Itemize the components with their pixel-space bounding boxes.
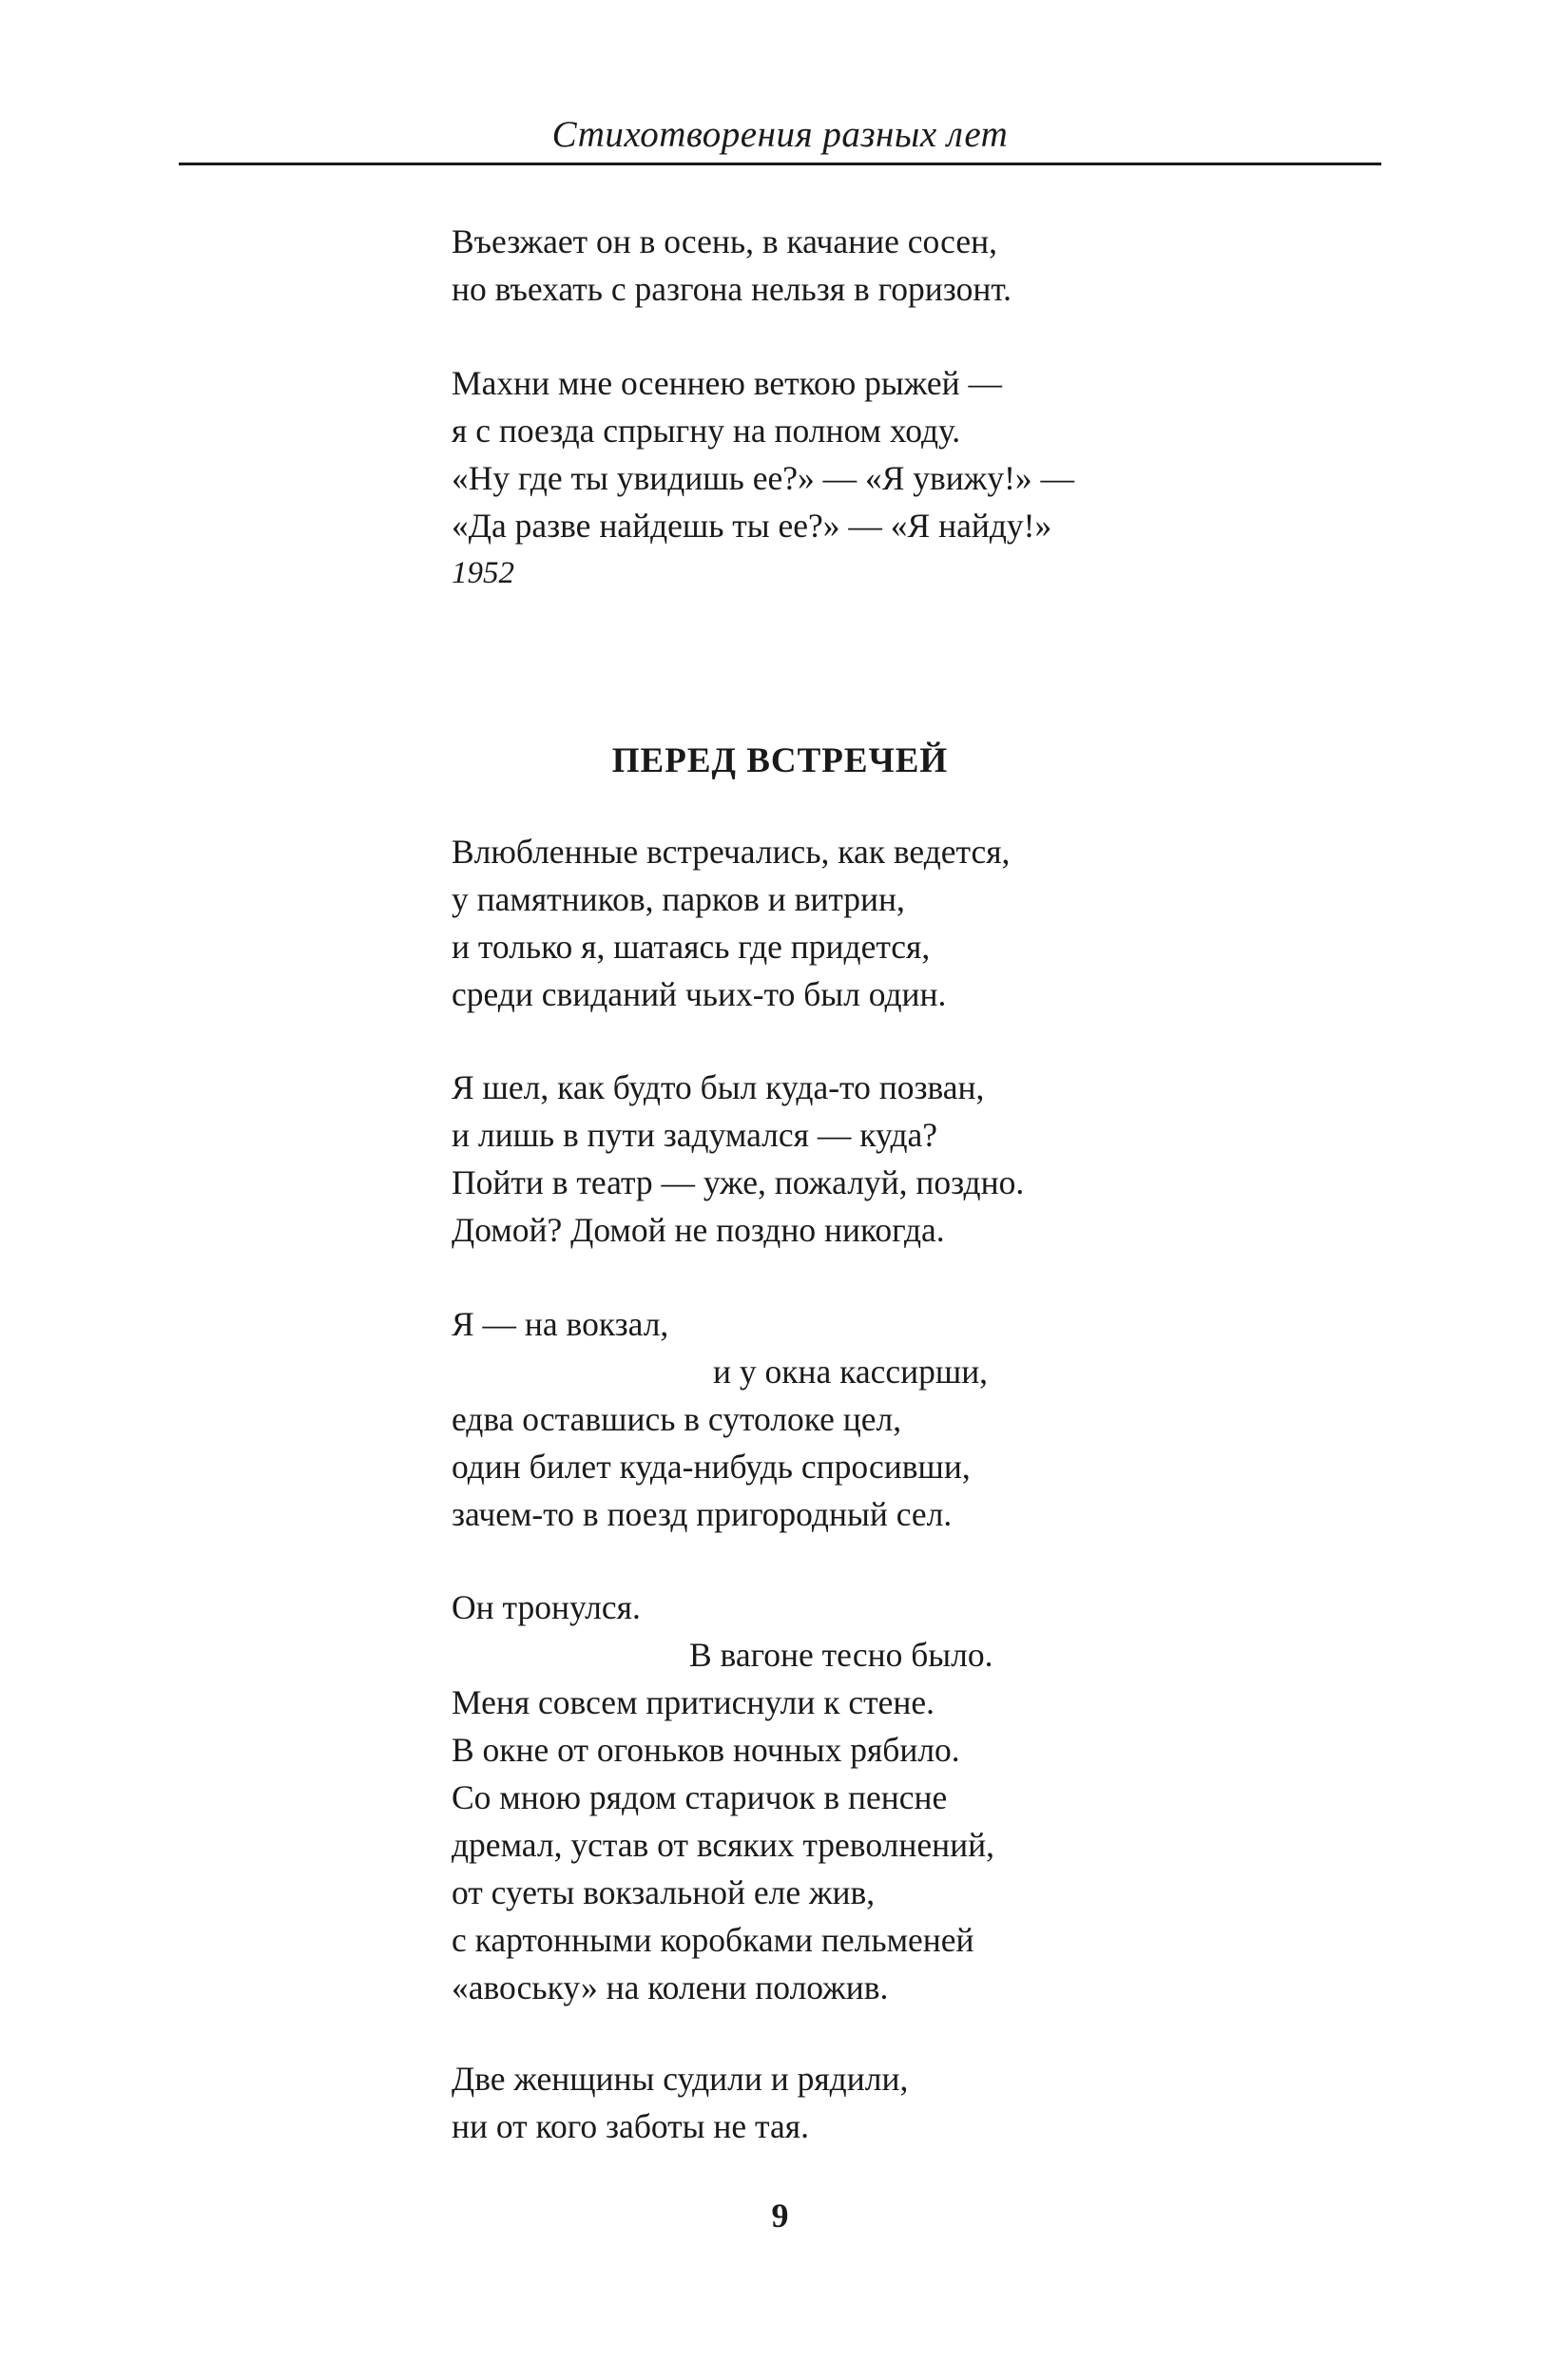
verse-line: и только я, шатаясь где придется, xyxy=(452,928,931,966)
verse-line-indented: и у окна кассирши, xyxy=(713,1353,989,1391)
verse-line: но въехать с разгона нельзя в горизонт. xyxy=(452,270,1012,308)
previous-poem-stanza-1 xyxy=(452,218,1402,313)
verse-line: Пойти в театр — уже, пожалуй, поздно. xyxy=(452,1163,1025,1201)
header-rule xyxy=(179,163,1381,165)
verse-line: среди свиданий чьих-то был один. xyxy=(452,975,947,1013)
verse-line: Он тронулся. xyxy=(452,1588,641,1626)
verse-line: Махни мне осеннею веткою рыжей — xyxy=(452,364,1002,402)
previous-poem-stanza-2 xyxy=(452,359,1402,597)
verse-line: Я шел, как будто был куда-то позван, xyxy=(452,1068,985,1106)
verse-line: едва оставшись в сутолоке цел, xyxy=(452,1400,902,1438)
verse-line: дремал, устав от всяких треволнений, xyxy=(452,1826,994,1864)
verse-line: один билет куда-нибудь спросивши, xyxy=(452,1448,971,1486)
verse-line: Я — на вокзал, xyxy=(452,1305,669,1343)
verse-line: «Ну где ты увидишь ее?» — «Я увижу!» — xyxy=(452,459,1075,497)
verse-line: у памятников, парков и витрин, xyxy=(452,880,905,918)
poem-stanza-4 xyxy=(452,1583,1402,2011)
verse-line: и лишь в пути задумался — куда? xyxy=(452,1116,938,1154)
verse-line: Со мною рядом старичок в пенсне xyxy=(452,1778,948,1816)
verse-line: «Да разве найдешь ты ее?» — «Я найду!» xyxy=(452,507,1052,545)
verse-line: ни от кого заботы не тая. xyxy=(452,2107,809,2145)
poem-date: 1952 xyxy=(452,556,514,590)
poem-stanza-2 xyxy=(452,1064,1402,1254)
verse-line: Въезжает он в осень, в качание сосен, xyxy=(452,222,997,260)
running-head: Стихотворения разных лет xyxy=(551,114,1009,155)
poem-title: ПЕРЕД ВСТРЕЧЕЙ xyxy=(611,741,949,780)
verse-line: Меня совсем притиснули к стене. xyxy=(452,1683,935,1721)
verse-line: Домой? Домой не поздно никогда. xyxy=(452,1211,945,1249)
verse-line: от суеты вокзальной еле жив, xyxy=(452,1873,876,1911)
verse-line: Две женщины судили и рядили, xyxy=(452,2060,909,2098)
poem-stanza-1 xyxy=(452,828,1402,1018)
page-number: 9 xyxy=(771,2197,789,2235)
verse-line: Влюбленные встречались, как ведется, xyxy=(452,833,1011,871)
poem-stanza-3 xyxy=(452,1300,1402,1538)
verse-line: с картонными коробками пельменей xyxy=(452,1921,974,1959)
verse-line: В окне от огоньков ночных рябило. xyxy=(452,1731,960,1769)
verse-line: я с поезда спрыгну на полном ходу. xyxy=(452,412,961,450)
verse-line-indented: В вагоне тесно было. xyxy=(689,1636,993,1674)
poem-stanza-5 xyxy=(452,2055,1402,2150)
verse-line: зачем-то в поезд пригородный сел. xyxy=(452,1495,953,1533)
verse-line: «авоську» на колени положив. xyxy=(452,1968,889,2006)
